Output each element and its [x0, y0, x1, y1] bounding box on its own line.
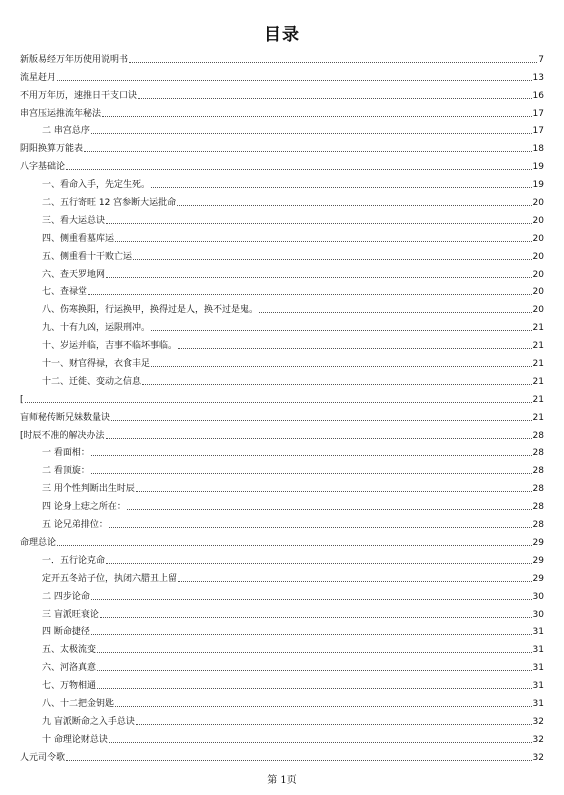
toc-entry[interactable]: [20, 674, 544, 692]
toc-dot-leader: [106, 438, 532, 439]
toc-entry-page-number: 31: [532, 681, 544, 692]
toc-entry-page-number: 30: [532, 591, 544, 602]
toc-entry-title: 三 用个性判断出生时辰: [42, 484, 135, 495]
toc-entry[interactable]: [20, 209, 544, 227]
toc-entry[interactable]: [20, 66, 544, 84]
toc-entry-page-number: 31: [532, 645, 544, 656]
toc-dot-leader: [151, 330, 532, 331]
toc-entry[interactable]: [20, 334, 544, 352]
toc-entry-page-number: 21: [532, 359, 544, 370]
toc-entry-page-number: 20: [532, 287, 544, 298]
toc-entry-page-number: 28: [532, 466, 544, 477]
toc-entry-page-number: 30: [532, 609, 544, 620]
toc-entry-page-number: 21: [532, 323, 544, 334]
toc-dot-leader: [97, 688, 532, 689]
toc-entry-page-number: 28: [532, 448, 544, 459]
toc-entry[interactable]: [20, 137, 544, 155]
toc-entry-page-number: 20: [532, 233, 544, 244]
toc-entry-page-number: 21: [532, 376, 544, 387]
toc-entry-page-number: 31: [532, 698, 544, 709]
toc-entry-page-number: 29: [532, 555, 544, 566]
table-of-contents: [20, 48, 544, 764]
toc-dot-leader: [91, 473, 532, 474]
toc-entry-title: 十一、财官得禄，衣食丰足: [42, 359, 151, 370]
toc-entry-page-number: 28: [532, 430, 544, 441]
toc-entry-title: 二 串宫总序: [42, 126, 90, 137]
toc-entry-page-number: 32: [532, 752, 544, 763]
toc-dot-leader: [106, 223, 532, 224]
toc-entry-page-number: 18: [532, 144, 544, 155]
toc-entry[interactable]: [20, 388, 544, 406]
toc-entry[interactable]: [20, 173, 544, 191]
toc-dot-leader: [177, 205, 531, 206]
toc-entry[interactable]: [20, 281, 544, 299]
toc-entry[interactable]: [20, 710, 544, 728]
toc-entry-title: 五、侧重看十干败亡运: [42, 251, 133, 262]
toc-entry-title: 二 四步论命: [42, 591, 90, 602]
toc-entry-page-number: 29: [532, 537, 544, 548]
toc-entry-page-number: 20: [532, 251, 544, 262]
toc-dot-leader: [111, 420, 532, 421]
page-footer: 第 1页: [267, 775, 297, 786]
toc-dot-leader: [91, 133, 532, 134]
toc-entry[interactable]: [20, 656, 544, 674]
toc-entry-title: 七、查禄堂: [42, 287, 88, 298]
toc-entry-title: 流星赶月: [20, 72, 57, 83]
toc-entry-page-number: 28: [532, 484, 544, 495]
toc-entry[interactable]: [20, 406, 544, 424]
toc-dot-leader: [91, 634, 532, 635]
toc-dot-leader: [88, 294, 532, 295]
toc-entry-title: 六、查天罗地网: [42, 269, 106, 280]
toc-entry[interactable]: [20, 531, 544, 549]
toc-entry[interactable]: [20, 227, 544, 245]
toc-entry[interactable]: [20, 424, 544, 442]
toc-entry-title: 二、五行寄旺 12 宫参断大运批命: [42, 198, 177, 209]
toc-entry[interactable]: [20, 549, 544, 567]
toc-entry[interactable]: [20, 692, 544, 710]
toc-entry[interactable]: [20, 155, 544, 173]
toc-entry-page-number: 20: [532, 198, 544, 209]
toc-entry[interactable]: [20, 316, 544, 334]
toc-entry-title: 三、看大运总诀: [42, 215, 106, 226]
toc-entry[interactable]: [20, 621, 544, 639]
toc-dot-leader: [57, 80, 532, 81]
toc-dot-leader: [178, 581, 532, 582]
toc-entry[interactable]: [20, 263, 544, 281]
toc-dot-leader: [57, 545, 532, 546]
toc-dot-leader: [178, 348, 532, 349]
toc-dot-leader: [115, 706, 532, 707]
toc-entry-page-number: 21: [532, 394, 544, 405]
toc-entry-title: [时辰不准的解决办法: [20, 430, 105, 441]
toc-dot-leader: [91, 455, 532, 456]
toc-entry-title: 九 盲派断命之入手总诀: [42, 716, 135, 727]
toc-entry[interactable]: [20, 513, 544, 531]
toc-entry[interactable]: [20, 638, 544, 656]
toc-entry-page-number: 13: [532, 72, 544, 83]
toc-dot-leader: [66, 169, 532, 170]
toc-dot-leader: [106, 277, 532, 278]
toc-dot-leader: [84, 151, 532, 152]
toc-entry-page-number: 28: [532, 502, 544, 513]
toc-entry-page-number: 16: [532, 90, 544, 101]
toc-entry-title: 阴阳换算万能表: [20, 144, 84, 155]
toc-dot-leader: [259, 312, 532, 313]
toc-entry-title: 四、侧重看墓库运: [42, 233, 115, 244]
toc-entry-page-number: 19: [532, 180, 544, 191]
toc-entry[interactable]: [20, 495, 544, 513]
toc-entry-page-number: 29: [532, 573, 544, 584]
toc-dot-leader: [102, 116, 532, 117]
toc-entry-title: 八、十二把金钥匙: [42, 698, 115, 709]
toc-entry-page-number: 31: [532, 627, 544, 638]
toc-entry-title: 三 盲派旺衰论: [42, 609, 99, 620]
toc-entry-title: 不用万年历，速推日干支口诀: [20, 90, 138, 101]
toc-dot-leader: [97, 652, 532, 653]
toc-entry-title: 五 论兄弟排位：: [42, 520, 108, 531]
toc-entry[interactable]: [20, 746, 544, 764]
toc-dot-leader: [97, 670, 532, 671]
toc-dot-leader: [129, 62, 537, 63]
toc-entry[interactable]: [20, 585, 544, 603]
toc-dot-leader: [100, 617, 532, 618]
toc-entry-title: 人元司令歌: [20, 752, 66, 763]
page-title: 目录: [264, 25, 300, 45]
toc-dot-leader: [127, 509, 532, 510]
toc-entry-title: 九、十有九凶，运限刑冲。: [42, 323, 151, 334]
toc-entry[interactable]: [20, 603, 544, 621]
toc-entry-page-number: 28: [532, 520, 544, 531]
toc-dot-leader: [151, 187, 532, 188]
toc-entry[interactable]: [20, 102, 544, 120]
toc-entry-page-number: 32: [532, 716, 544, 727]
toc-entry[interactable]: [20, 245, 544, 263]
toc-entry[interactable]: [20, 370, 544, 388]
toc-dot-leader: [136, 491, 532, 492]
toc-entry-title: 盲师秘传断兄妹数量诀: [20, 412, 111, 423]
toc-dot-leader: [109, 742, 532, 743]
toc-dot-leader: [138, 98, 532, 99]
toc-entry-title: 新版易经万年历使用说明书: [20, 54, 129, 65]
toc-entry-title: 六、河洛真意: [42, 663, 97, 674]
toc-entry[interactable]: [20, 48, 544, 66]
toc-dot-leader: [133, 259, 532, 260]
toc-entry-title: 八字基础论: [20, 162, 66, 173]
toc-entry-title: 七、万物相通: [42, 681, 97, 692]
toc-entry-title: 一 看面相：: [42, 448, 90, 459]
toc-dot-leader: [151, 366, 532, 367]
toc-entry-title: 十 命理论财总诀: [42, 734, 108, 745]
toc-entry-page-number: 21: [532, 341, 544, 352]
toc-entry-page-number: 21: [532, 412, 544, 423]
toc-entry-title: 四 论身上痣之所在：: [42, 502, 126, 513]
toc-entry[interactable]: [20, 352, 544, 370]
toc-dot-leader: [106, 563, 532, 564]
toc-dot-leader: [136, 724, 532, 725]
toc-entry[interactable]: [20, 298, 544, 316]
toc-entry[interactable]: [20, 567, 544, 585]
toc-dot-leader: [115, 241, 532, 242]
toc-entry-title: 一．五行论克命: [42, 555, 106, 566]
toc-entry-title: 十、岁运并临，吉事不临坏事临。: [42, 341, 178, 352]
toc-entry[interactable]: [20, 459, 544, 477]
toc-dot-leader: [142, 384, 532, 385]
toc-dot-leader: [109, 527, 532, 528]
toc-entry[interactable]: [20, 728, 544, 746]
toc-entry-page-number: 32: [532, 734, 544, 745]
toc-entry-page-number: 17: [532, 126, 544, 137]
toc-entry-title: 二 看顶旋：: [42, 466, 90, 477]
toc-entry-page-number: 7: [538, 54, 544, 65]
toc-entry-title: 四 断命捷径: [42, 627, 90, 638]
toc-entry-title: [: [20, 394, 24, 405]
toc-entry-page-number: 17: [532, 108, 544, 119]
toc-entry-title: 定开五冬站子位，执闭六腊丑上留: [42, 573, 178, 584]
toc-entry[interactable]: [20, 120, 544, 138]
toc-entry-title: 一、看命入手，先定生死。: [42, 180, 151, 191]
toc-entry[interactable]: [20, 191, 544, 209]
toc-entry[interactable]: [20, 84, 544, 102]
toc-dot-leader: [91, 599, 532, 600]
toc-entry-title: 十二、迁徙、变动之信息: [42, 376, 142, 387]
toc-entry-page-number: 20: [532, 215, 544, 226]
toc-dot-leader: [25, 402, 532, 403]
toc-entry-title: 串宫压运推流年秘法: [20, 108, 102, 119]
toc-entry-title: 命理总论: [20, 537, 57, 548]
toc-entry-page-number: 19: [532, 162, 544, 173]
toc-entry-title: 五、太极流变: [42, 645, 97, 656]
toc-dot-leader: [66, 760, 532, 761]
toc-entry-page-number: 31: [532, 663, 544, 674]
toc-entry-title: 八、伤寒换阳，行运换甲，换得过是人，换不过是鬼。: [42, 305, 259, 316]
toc-entry-page-number: 20: [532, 305, 544, 316]
toc-entry[interactable]: [20, 442, 544, 460]
toc-entry-page-number: 20: [532, 269, 544, 280]
toc-entry[interactable]: [20, 477, 544, 495]
